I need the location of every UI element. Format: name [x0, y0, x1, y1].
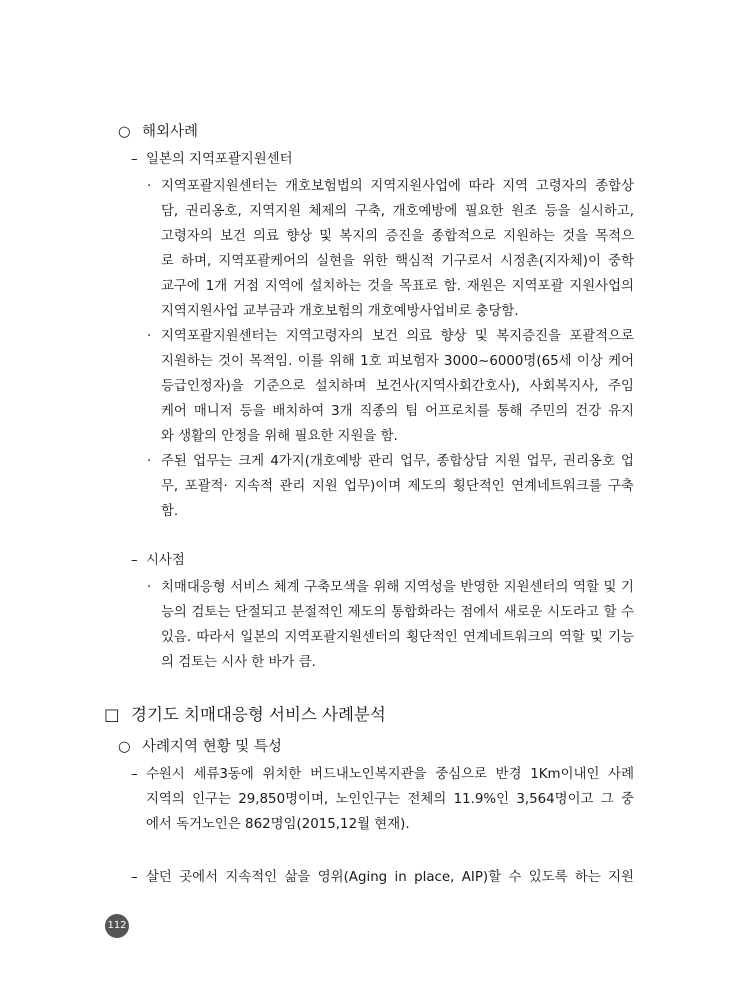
paragraph-line: 지역의 인구는 29,850명이며, 노인인구는 전체의 11.9%인 3,564명이고 그 중	[146, 792, 634, 807]
paragraph-line: 의 검토는 시사 한 바가 큼.	[161, 655, 316, 670]
dash-marker: –	[131, 870, 138, 885]
paragraph-line: 지역포괄지원센터는 개호보험법의 지역지원사업에 따라 지역 고령자의 종합상	[161, 179, 634, 194]
section-heading: 해외사례	[142, 124, 199, 140]
dot-marker: ·	[147, 580, 152, 595]
paragraph-line: 있음. 따라서 일본의 지역포괄지원센터의 횡단적인 연계네트워크의 역할 및 기능	[161, 630, 634, 645]
paragraph-line: 능의 검토는 단절되고 분절적인 제도의 통합화라는 점에서 새로운 시도라고 할 수	[161, 605, 634, 620]
paragraph-line: 등급인정자)을 기준으로 설치하며 보건사(지역사회간호사), 사회복지사, 주임	[161, 379, 634, 394]
dash-marker: –	[131, 767, 138, 782]
paragraph-line: 로 하며, 지역포괄케어의 실현을 위한 핵심적 기구로서 시정촌(지자체)이 중학	[161, 254, 634, 269]
subsection-title: 시사점	[146, 553, 185, 568]
circle-bullet-icon: ○	[118, 124, 131, 140]
paragraph-line: 주된 업무는 크게 4가지(개호예방 관리 업무, 종합상담 지원 업무, 권리옹호 업	[161, 454, 634, 469]
paragraph-line: 에서 독거노인은 862명임(2015,12월 현재).	[146, 817, 410, 832]
paragraph-line: 지역포괄지원센터는 지역고령자의 보건 의료 향상 및 복지증진을 포괄적으로	[161, 329, 634, 344]
paragraph-line: 지원하는 것이 목적임. 이를 위해 1호 피보험자 3000~6000명(65세 이상 케어	[161, 354, 634, 369]
paragraph-line: 고령자의 보건 의료 향상 및 복지의 증진을 종합적으로 지원하는 것을 목적으	[161, 229, 634, 244]
paragraph-line: 담, 권리옹호, 지역지원 체제의 구축, 개호예방에 필요한 원조 등을 실시하고,	[161, 204, 634, 219]
paragraph-line: 와 생활의 안정을 위해 필요한 지원을 함.	[161, 429, 398, 444]
page-number: 112	[105, 914, 129, 938]
section-heading: 경기도 치매대응형 서비스 사례분석	[131, 705, 386, 724]
circle-bullet-icon: ○	[118, 739, 131, 755]
paragraph-line: 지역지원사업 교부금과 개호보험의 개호예방사업비로 충당함.	[161, 304, 519, 319]
paragraph-line: 수원시 세류3동에 위치한 버드내노인복지관을 중심으로 반경 1Km이내인 사례	[146, 767, 634, 782]
paragraph-line: 살던 곳에서 지속적인 삶을 영위(Aging in place, AIP)할 수 있도록 하는 지원	[146, 870, 634, 885]
subsection-heading: 사례지역 현황 및 특성	[142, 739, 282, 755]
dot-marker: ·	[147, 179, 152, 194]
square-bullet-icon: □	[104, 705, 120, 724]
dot-marker: ·	[147, 329, 152, 344]
dash-marker: –	[131, 152, 138, 167]
subsection-title: 일본의 지역포괄지원센터	[146, 152, 293, 167]
paragraph-line: 무, 포괄적· 지속적 관리 지원 업무)이며 제도의 횡단적인 연계네트워크를 구축	[161, 479, 634, 494]
paragraph-line: 케어 매니저 등을 배치하여 3개 직종의 팀 어프로치를 통해 주민의 건강 유지	[161, 404, 634, 419]
paragraph-line: 치매대응형 서비스 체계 구축모색을 위해 지역성을 반영한 지원센터의 역할 및 기	[161, 580, 634, 595]
dot-marker: ·	[147, 454, 152, 469]
paragraph-line: 교구에 1개 거점 지역에 설치하는 것을 목표로 함. 재원은 지역포괄 지원사업의	[161, 279, 634, 294]
dash-marker: –	[131, 553, 138, 568]
paragraph-line: 함.	[161, 504, 179, 519]
